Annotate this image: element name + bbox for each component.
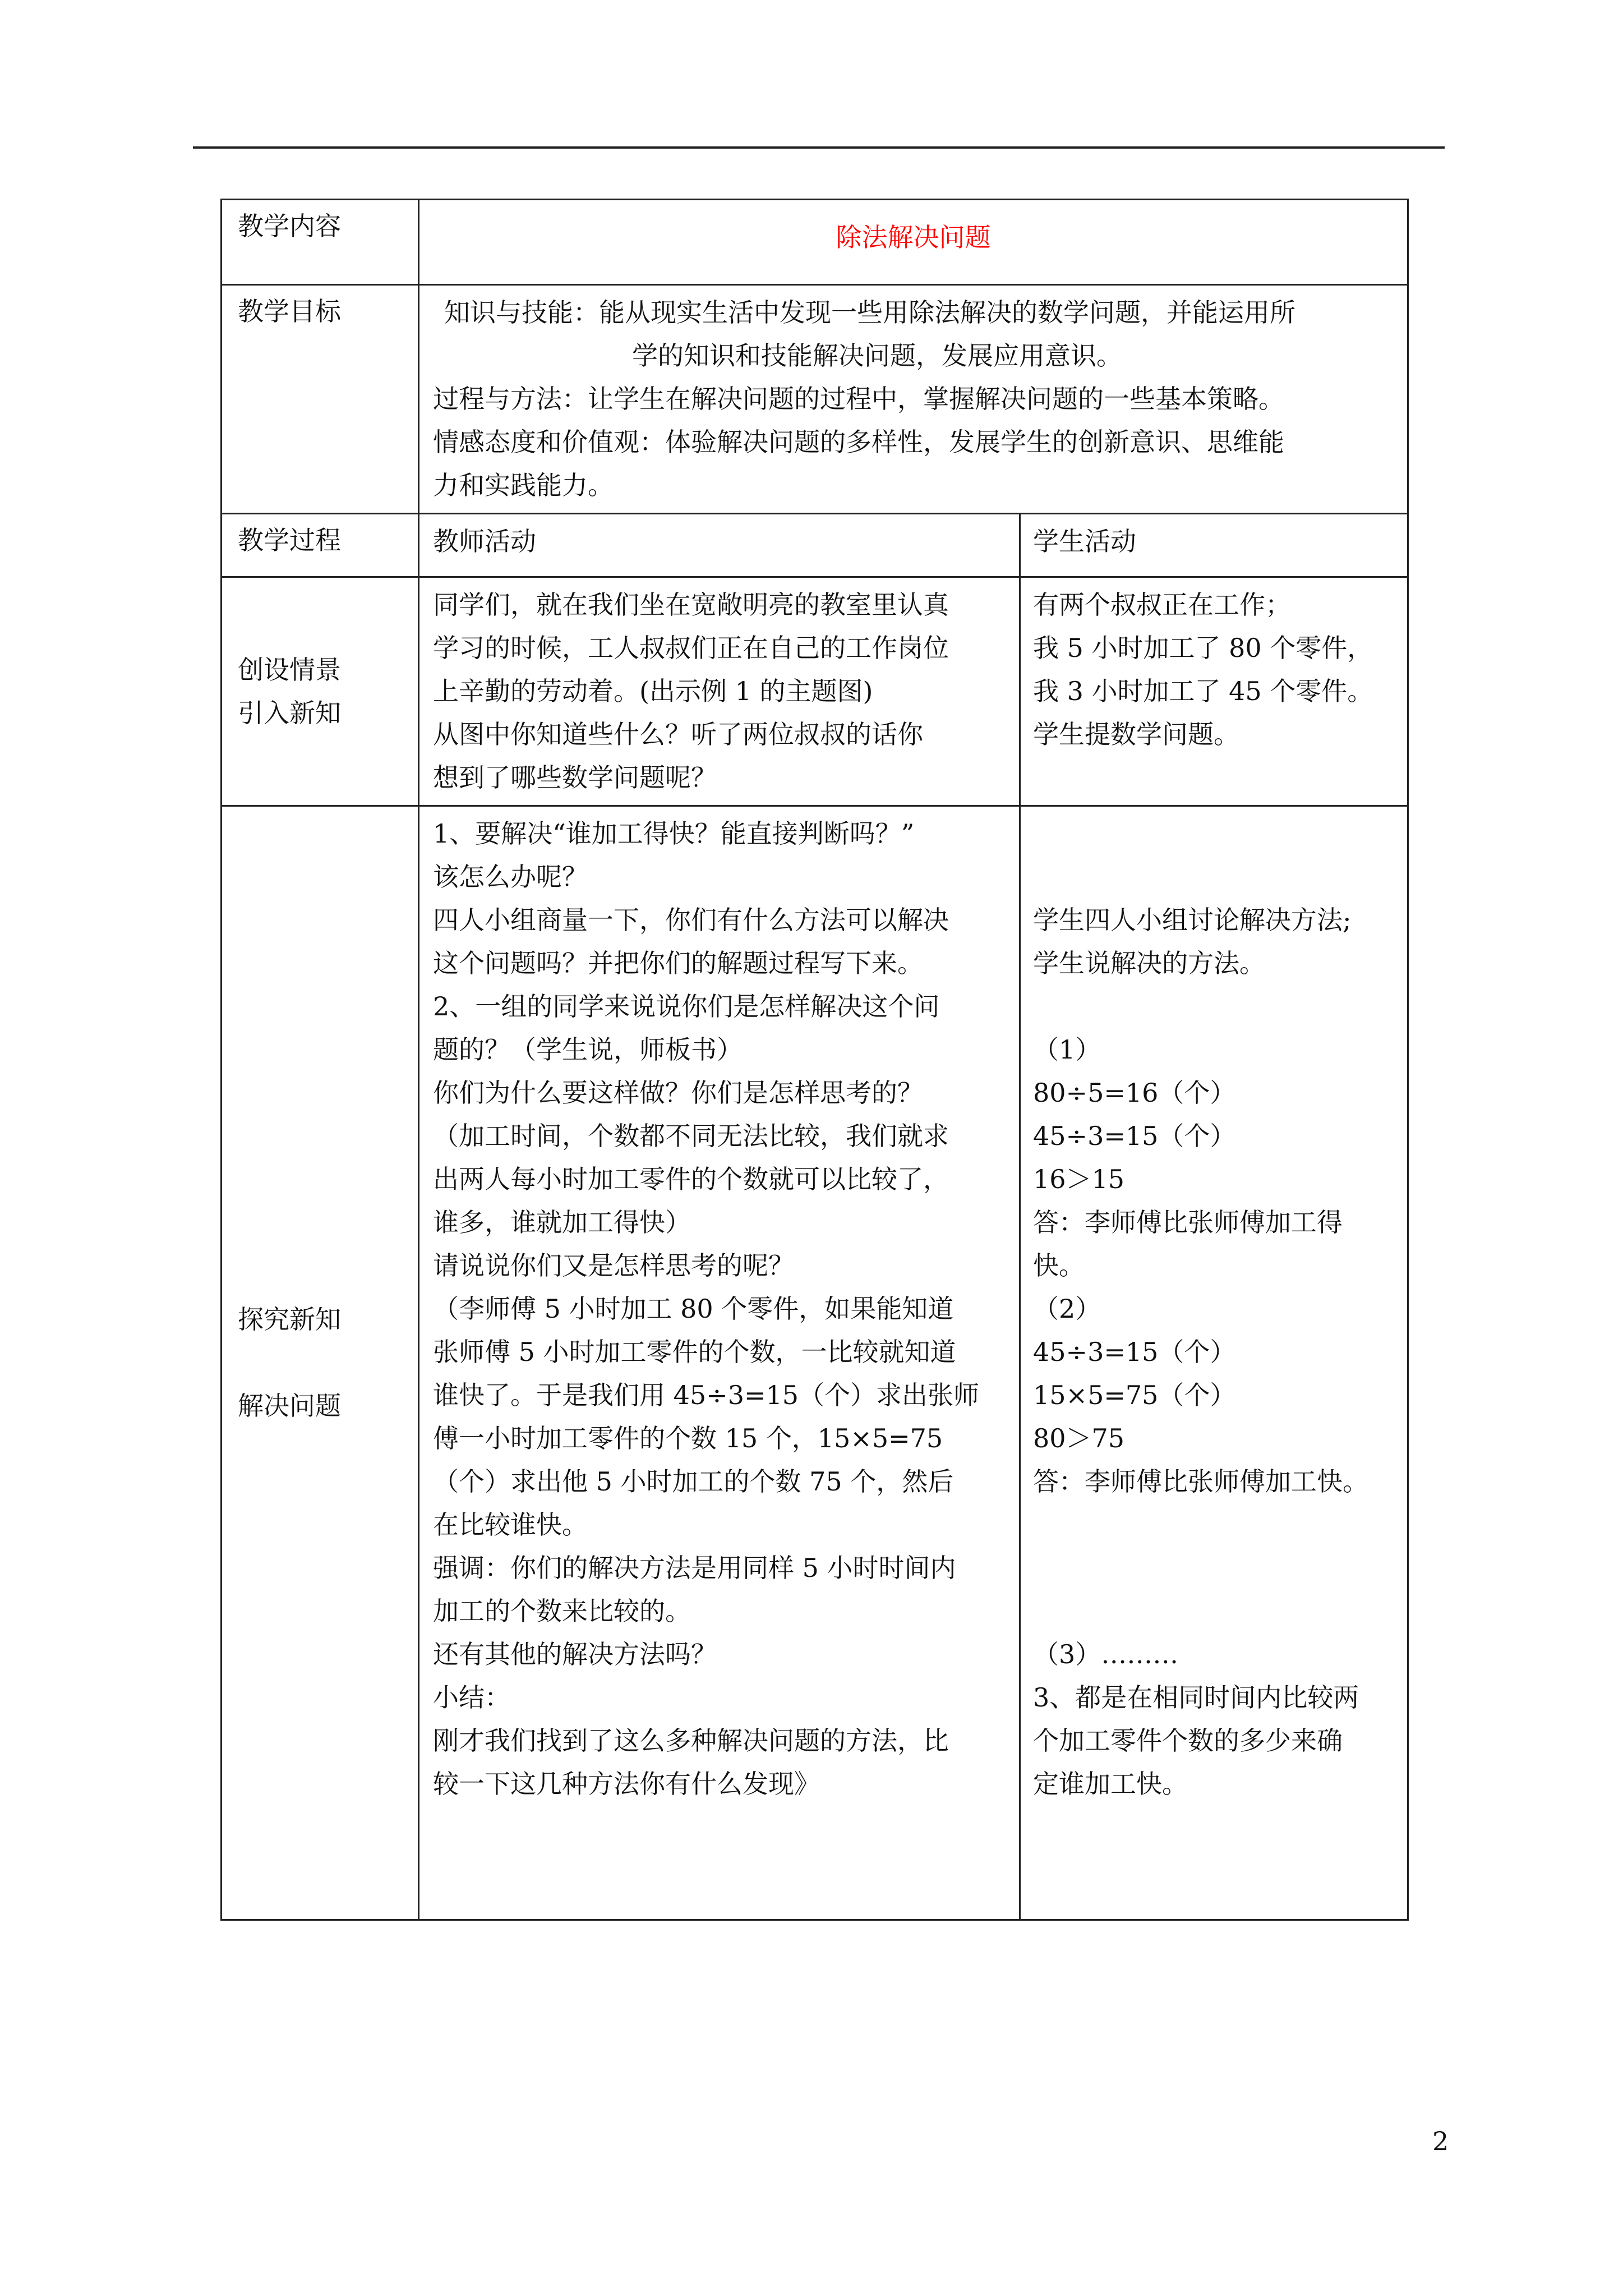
teacher-line: 在比较谁快。 [433,1510,588,1540]
student-activity-header: 学生活动 [1020,514,1408,577]
intro-student-activity [1020,577,1408,806]
student-line: 学生提数学问题。 [1033,719,1239,749]
explore-label-line: 解决问题 [238,1391,341,1421]
teacher-line: （李师傅 5 小时加工 80 个零件，如果能知道 [433,1294,954,1324]
intro-label-line: 创设情景 [238,654,341,685]
row-intro [222,577,1408,806]
teacher-line: 该怎么办呢？ [433,862,588,892]
student-line: 我 3 小时加工了 45 个零件。 [1033,676,1373,706]
teaching-goals-label: 教学目标 [222,285,419,514]
student-line: （1） [1033,1034,1101,1065]
teacher-line: 题的？（学生说，师板书） [433,1034,743,1065]
teacher-line: 上辛勤的劳动着。(出示例 1 的主题图) [433,676,873,706]
explore-student-activity [1020,806,1408,1920]
teacher-line: 你们为什么要这样做？你们是怎样思考的？ [433,1078,923,1108]
teacher-line: 请说说你们又是怎样思考的呢？ [433,1250,794,1281]
teacher-line: 较一下这几种方法你有什么发现》 [433,1769,820,1799]
explore-label-line: 探究新知 [238,1304,341,1335]
teacher-line: 还有其他的解决方法吗？ [433,1639,717,1669]
student-line: （2） [1033,1294,1101,1324]
student-line: 学生说解决的方法。 [1033,948,1265,978]
student-line: 有两个叔叔正在工作； [1033,590,1291,620]
teacher-line: 小结： [433,1682,510,1713]
intro-teacher-activity [419,577,1020,806]
intro-label-line: 引入新知 [238,697,341,728]
student-line: 学生四人小组讨论解决方法; [1033,905,1352,935]
teacher-line: 同学们，就在我们坐在宽敞明亮的教室里认真 [433,590,949,620]
goal-line: 力和实践能力。 [433,470,614,500]
teaching-content-label: 教学内容 [222,200,419,285]
row-teaching-process [222,514,1408,577]
student-line: 定谁加工快。 [1033,1769,1188,1799]
student-line [1033,1503,1399,1547]
student-line: 45÷3=15（个） [1033,1337,1236,1367]
teacher-line: 张师傅 5 小时加工零件的个数，一比较就知道 [433,1337,956,1367]
teacher-line: 谁多，谁就加工得快） [433,1207,691,1237]
student-line [1033,1547,1399,1590]
teacher-line: 从图中你知道些什么？听了两位叔叔的话你 [433,719,923,749]
teacher-line: 这个问题吗？并把你们的解题过程写下来。 [433,948,923,978]
teaching-process-label: 教学过程 [222,514,419,577]
lesson-plan-table [220,199,1409,1921]
goal-line: 知识与技能：能从现实生活中发现一些用除法解决的数学问题，并能运用所 [444,297,1295,328]
student-line [1033,812,1399,855]
student-line: 15×5=75（个） [1033,1380,1236,1410]
student-line [1033,855,1399,899]
teacher-line: 四人小组商量一下，你们有什么方法可以解决 [433,905,949,935]
student-line: 答：李师傅比张师傅加工得 [1033,1207,1343,1237]
teacher-line: 加工的个数来比较的。 [433,1596,691,1626]
student-line: 45÷3=15（个） [1033,1121,1236,1151]
student-line [1033,1590,1399,1633]
student-line: 个加工零件个数的多少来确 [1033,1726,1343,1756]
lesson-title: 除法解决问题 [419,200,1408,285]
student-line: 80÷5=16（个） [1033,1078,1236,1108]
teacher-line: 谁快了。于是我们用 45÷3=15（个）求出张师 [433,1380,980,1410]
explore-label [222,806,419,1920]
student-line: （3）……… [1033,1639,1179,1669]
explore-teacher-activity [419,806,1020,1920]
teaching-goals-content [419,285,1408,514]
student-line: 16＞15 [1033,1164,1125,1194]
header-rule [193,146,1445,149]
student-line: 80＞75 [1033,1423,1125,1453]
row-teaching-content [222,200,1408,285]
teacher-line: 想到了哪些数学问题呢？ [433,762,717,793]
teacher-line: 强调：你们的解决方法是用同样 5 小时时间内 [433,1553,956,1583]
teacher-activity-header: 教师活动 [419,514,1020,577]
teacher-line: 1、要解决“谁加工得快？能直接判断吗？” [433,818,915,849]
teacher-line: 出两人每小时加工零件的个数就可以比较了， [433,1164,949,1194]
teacher-line: 刚才我们找到了这么多种解决问题的方法，比 [433,1726,949,1756]
row-teaching-goals [222,285,1408,514]
teacher-line: 学习的时候，工人叔叔们正在自己的工作岗位 [433,633,949,663]
student-line: 3、都是在相同时间内比较两 [1033,1682,1359,1713]
teacher-line: （加工时间，个数都不同无法比较，我们就求 [433,1121,949,1151]
goal-line: 情感态度和价值观：体验解决问题的多样性，发展学生的创新意识、思维能 [433,427,1284,457]
student-line: 快。 [1033,1250,1085,1281]
teacher-line: （个）求出他 5 小时加工的个数 75 个，然后 [433,1466,954,1497]
student-line: 我 5 小时加工了 80 个零件， [1033,633,1373,663]
student-line [1033,985,1399,1028]
teacher-line: 傅一小时加工零件的个数 15 个，15×5=75 [433,1423,943,1453]
intro-label [222,577,419,806]
goal-line: 过程与方法：让学生在解决问题的过程中，掌握解决问题的一些基本策略。 [433,384,1284,414]
page-number: 2 [1432,2126,1449,2156]
teacher-line: 2、一组的同学来说说你们是怎样解决这个问 [433,991,940,1022]
student-line: 答：李师傅比张师傅加工快。 [1033,1466,1368,1497]
goal-line: 学的知识和技能解决问题，发展应用意识。 [632,341,1122,371]
row-explore [222,806,1408,1920]
